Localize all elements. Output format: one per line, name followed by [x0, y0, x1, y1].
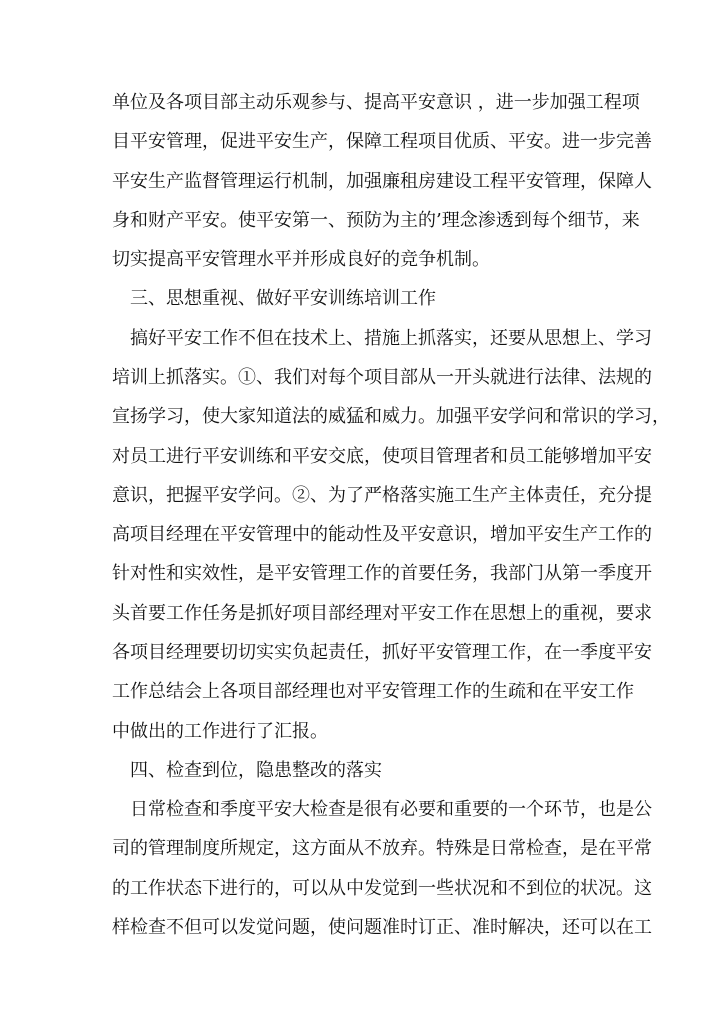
text-line: 身和财产平安。使平安第一、预防为主的’理念渗透到每个细节，来 — [112, 210, 640, 231]
text-line: 目平安管理，促进平安生产，保障工程项目优质、平安。进一步完善 — [112, 131, 652, 152]
text-line: 工作总结会上各项目部经理也对平安管理工作的生疏和在平安工作 — [112, 681, 634, 702]
text-line: 司的管理制度所规定，这方面从不放弃。特殊是日常检查，是在平常 — [112, 838, 652, 859]
text-line: 头首要工作任务是抓好项目部经理对平安工作在思想上的重视，要求 — [112, 603, 652, 624]
section-heading: 四、检查到位，隐患整改的落实 — [130, 760, 382, 781]
text-line: 培训上抓落实。①、我们对每个项目部从一开头就进行法律、法规的 — [112, 367, 652, 388]
text-line: 针对性和实效性，是平安管理工作的首要任务，我部门从第一季度开 — [112, 563, 652, 584]
text-line: 的工作状态下进行的，可以从中发觉到一些状况和不到位的状况。这 — [112, 878, 652, 899]
text-line: 对员工进行平安训练和平安交底，使项目管理者和员工能够增加平安 — [112, 446, 652, 467]
text-line: 高项目经理在平安管理中的能动性及平安意识，增加平安生产工作的 — [112, 524, 652, 545]
text-line: 意识，把握平安学问。②、为了严格落实施工生产主体责任，充分提 — [112, 485, 652, 506]
text-line: 日常检查和季度平安大检查是很有必要和重要的一个环节，也是公 — [130, 799, 652, 820]
text-line: 搞好平安工作不但在技术上、措施上抓落实，还要从思想上、学习 — [130, 328, 652, 349]
section-heading: 三、思想重视、做好平安训练培训工作 — [130, 288, 436, 309]
text-line: 宣扬学习，使大家知道法的威猛和威力。加强平安学问和常识的学习， — [112, 406, 670, 427]
text-line: 各项目经理要切切实实负起责任，抓好平安管理工作，在一季度平安 — [112, 642, 652, 663]
text-line: 中做出的工作进行了汇报。 — [112, 721, 328, 742]
text-line: 切实提高平安管理水平并形成良好的竞争机制。 — [112, 249, 490, 270]
text-line: 单位及各项目部主动乐观参与、提高平安意识 ，进一步加强工程项 — [112, 92, 640, 113]
text-line: 平安生产监督管理运行机制，加强廉租房建设工程平安管理，保障人 — [112, 171, 652, 192]
text-line: 样检查不但可以发觉问题，使问题准时订正、准时解决，还可以在工 — [112, 917, 652, 938]
